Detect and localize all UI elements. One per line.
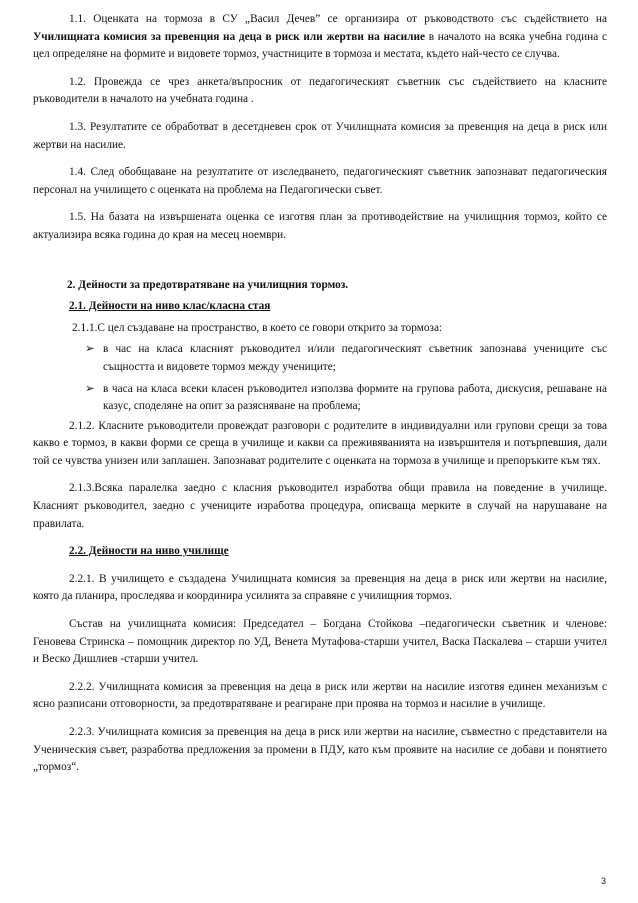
bullet-item	[85, 381, 607, 416]
paragraph-1-1	[33, 11, 607, 64]
arrow-bullet-icon: ➢	[85, 343, 95, 356]
paragraph-2-2-2: 2.2.2. Училищната комисия за превенция на деца в риск или жертви на насилие изготвя единен механизъм с ясно разписани отговорности, за предотвратяване и реагиране при проява на тормоз и насилие в училище.	[33, 680, 607, 711]
paragraph-2-2-3: 2.2.3. Училищната комисия за превенция на деца в риск или жертви на насилие, съвместно с представители на Ученическия съвет, разработва предложения за промени в ПДУ, като към проявите на насилие се добави и понятието „тормоз“.	[33, 726, 607, 774]
paragraph-2-1-1: 2.1.1.С цел създаване на пространство, в което се говори открито за тормоза:	[72, 321, 443, 334]
paragraph-1-1-bold-commission: Училищната комисия за превенция на деца в риск или жертви на насилие	[33, 30, 426, 43]
commission-composition: Състав на училищната комисия: Председател – Богдана Стойкова –педагогически съветник и членове: Геновева Стринска – помощник директор по УД, Венета Мутафова-старши учител, Васка Паскалева – старши учител и Веско Дишлиев -старши учител.	[33, 618, 607, 666]
paragraph-1-4: 1.4. След обобщаване на резултатите от изследването, педагогическият съветник запознават педагогическия персонал на училището с оценката на проблема на Педагогически съвет.	[33, 166, 607, 196]
paragraph-2-1-3: 2.1.3.Всяка паралелка заедно с класния ръководител изработва общи правила на поведение в училище. Класният ръководител, заедно с учениците изработва процедура, описваща мерките в случай на нарушаване на правилата.	[33, 482, 607, 530]
paragraph-1-1-text-c: в началото на всяка учебна година с цел определяне на формите и видовете тормоз, участниците в тормоза и местата, където най-често се случва.	[33, 30, 607, 61]
section-2-2-heading: 2.2. Дейности на ниво училище	[69, 545, 229, 558]
page-number: 3	[600, 876, 606, 886]
arrow-bullet-icon: ➢	[85, 382, 95, 395]
paragraph-1-5: 1.5. На базата на извършената оценка се изготвя план за противодействие на училищния тормоз, който се актуализира всяка година до края на месец ноември.	[33, 211, 607, 241]
paragraph-2-1-2: 2.1.2. Класните ръководители провеждат разговори с родителите в индивидуални или групови срещи за това какво е тормоз, в какви форми се среща в училище и какви са преживяванията на извършителя и потърпевшия, дали той се чувства унизен или заплашен. Запознават родителите с оценката на тормоза в училище и препоръките към тях.	[33, 419, 607, 467]
paragraph-2-2-1: 2.2.1. В училището е създадена Училищната комисия за превенция на деца в риск или жертви на насилие, която да планира, проследява и координира усилията за справяне с училищния тормоз.	[33, 572, 607, 603]
bullet-text: в часа на класа всеки класен ръководител използва формите на групова работа, дискусия, решаване на казус, споделяне на опит за разясняване на проблема;	[103, 382, 607, 413]
paragraph-1-1-text-a: 1.1. Оценката на тормоза в СУ „Васил Дечев” се организира от ръководството със съдействието на	[69, 13, 607, 25]
page-content	[33, 11, 607, 777]
bullet-item	[85, 341, 607, 376]
bullet-text: в час на класа класният ръководител и/или педагогическият съветник запознава учениците със същността и видовете тормоз между учениците;	[103, 343, 607, 373]
section-2-1-heading: 2.1. Дейности на ниво клас/класна стая	[69, 300, 271, 313]
section-2-heading: 2. Дейности за предотвратяване на училищния тормоз.	[67, 278, 349, 291]
paragraph-1-3: 1.3. Резултатите се обработват в десетдневен срок от Училищната комисия за превенция на деца в риск или жертви на насилие.	[33, 120, 607, 151]
paragraph-1-2: 1.2. Провежда се чрез анкета/въпросник от педагогическият съветник със съдействието на класните ръководители в началото на учебната година .	[33, 75, 607, 106]
